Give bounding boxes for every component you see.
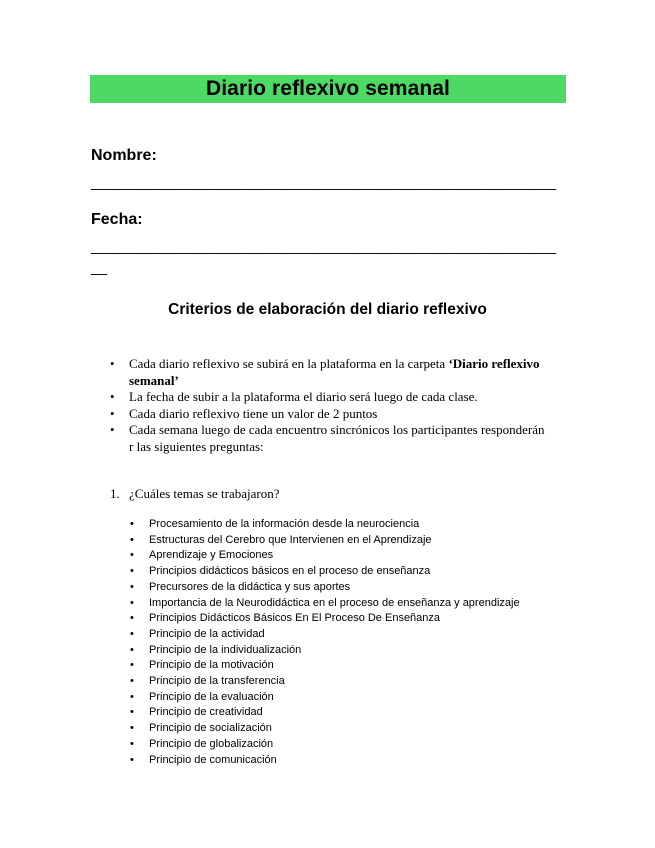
question-number: 1. [110, 486, 120, 501]
title-banner [90, 75, 566, 103]
topic-item: • Procesamiento de la información desde la neurociencia [130, 517, 520, 533]
topic-item: • Estructuras del Cerebro que Intervienen en el Aprendizaje [130, 533, 520, 549]
criteria-list [108, 356, 548, 455]
topic-item: • Principio de la evaluación [130, 690, 520, 706]
criteria-item: • Cada diario reflexivo se subirá en la plataforma en la carpeta ‘Diario reflexivo semanal’ [108, 356, 548, 389]
nombre-label: Nombre: [91, 147, 157, 164]
nombre-line: ____________________________________________________________ [91, 174, 556, 191]
topic-item: • Principios Didácticos Básicos En El Proceso De Enseñanza [130, 611, 520, 627]
topics-list [130, 517, 520, 768]
topic-item: • Principio de globalización [130, 737, 520, 753]
question-1 [110, 486, 280, 502]
topic-item: • Principio de la motivación [130, 658, 520, 674]
criteria-item: • La fecha de subir a la plataforma el diario será luego de cada clase. [108, 389, 548, 406]
topic-item: • Principios didácticos básicos en el proceso de enseñanza [130, 564, 520, 580]
topic-item: • Principio de la actividad [130, 627, 520, 643]
topic-item: • Precursores de la didáctica y sus aportes [130, 580, 520, 596]
topic-item: • Principio de la transferencia [130, 674, 520, 690]
document-title: Diario reflexivo semanal [205, 77, 450, 100]
topic-item: • Aprendizaje y Emociones [130, 548, 520, 564]
topic-item: • Importancia de la Neurodidáctica en el proceso de enseñanza y aprendizaje [130, 596, 520, 612]
fecha-label: Fecha: [91, 211, 143, 228]
topic-item: • Principio de comunicación [130, 753, 520, 769]
criteria-heading: Criterios de elaboración del diario reflexivo [168, 301, 487, 318]
fecha-line: ______________________________________________________________ [91, 238, 556, 276]
question-text: ¿Cuáles temas se trabajaron? [129, 486, 280, 501]
criteria-item: • Cada diario reflexivo tiene un valor de 2 puntos [108, 406, 548, 423]
topic-item: • Principio de socialización [130, 721, 520, 737]
topic-item: • Principio de la individualización [130, 643, 520, 659]
criteria-item: • Cada semana luego de cada encuentro sincrónicos los participantes responderán r las siguientes preguntas: [108, 422, 548, 455]
topic-item: • Principio de creatividad [130, 705, 520, 721]
